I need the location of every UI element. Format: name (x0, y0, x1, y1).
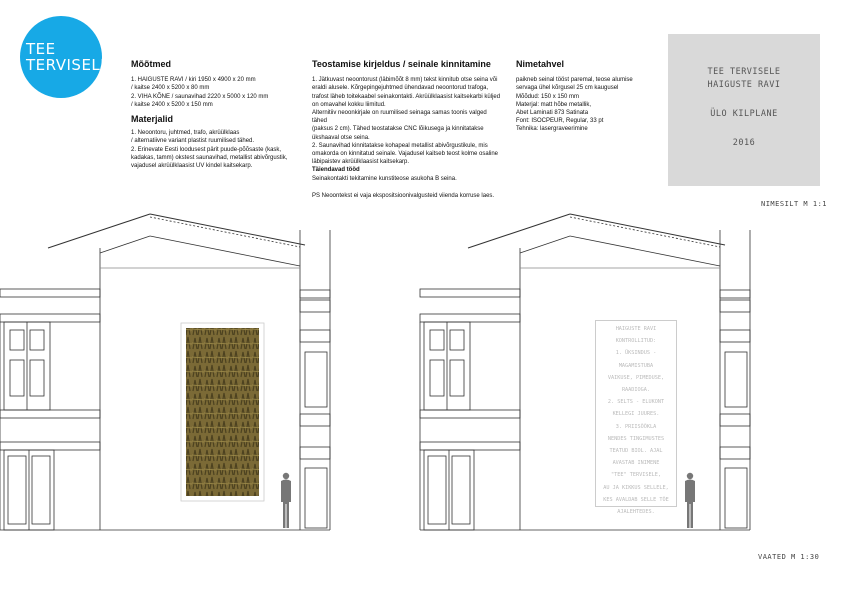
dims-line: / kaitse 2400 x 5200 x 150 mm (131, 101, 213, 108)
execution-line: ükshaaval otse seina. (312, 134, 370, 141)
title-line-1: TEE TERVISELE (707, 67, 781, 77)
materials-line: / alternatiivne variant plastist ruumilised tähed. (131, 138, 255, 145)
neon-line: VAIKUSE, PIMEDUSE, (607, 374, 665, 381)
extra-works-text: Seinakontakti tekitamine kunstiteose asukoha B seina. (312, 175, 457, 182)
neon-line: AU JA KIKKUS SELLELE, (603, 484, 669, 491)
execution-line: on omavahel kokku liimitud. (312, 101, 386, 108)
saunavihad-artwork (186, 328, 259, 496)
execution-line: omakorda on kinnitatud seinale. Vajadusel kaitseb teost kolme osaline (312, 151, 498, 158)
neon-line: TEATUD BIOL. AJAL (609, 448, 663, 455)
heading-materials: Materjalid (131, 114, 174, 125)
neon-text-artwork (595, 320, 677, 516)
dims-line: 1. HAIGUSTE RAVI / kiri 1950 x 4900 x 20 mm (131, 77, 256, 84)
scale-nameplate: NIMESILT M 1:1 (761, 200, 828, 208)
dims-line: / kaitse 2400 x 5200 x 80 mm (131, 85, 210, 92)
neon-line: 1. ÜKSINDUS - (615, 350, 657, 357)
execution-line: läbipaistev akrüülklaasist kaitsekarp. (312, 159, 410, 166)
nameplate-line: Tehnika: lasergraveerimine (516, 126, 588, 133)
materials-line: 1. Neoontoru, juhtmed, trafo, akrüülklaas (131, 130, 240, 137)
scale-views: VAATED M 1:30 (758, 553, 820, 561)
right-elevation (420, 214, 750, 530)
logo-line-1: TEE (26, 40, 56, 58)
nameplate-line: Font: ISOCPEUR, Regular, 33 pt (516, 118, 604, 125)
execution-line: 2. Saunavihad kinnitatakse kohapeal metallist abivõrgustikule, mis (312, 142, 488, 149)
title-line-2: HAIGUSTE RAVI (707, 80, 781, 90)
neon-line: AVASTAB INIMENE (612, 460, 660, 467)
left-elevation (0, 214, 330, 530)
heading-nameplate: Nimetahvel (516, 59, 565, 69)
person-silhouette-left (281, 473, 291, 528)
materials-line: vajadusel akrüülklaasist UV kindel kaitsekarp. (131, 163, 253, 170)
neon-line: KES AVALDAB SELLE TÕE (603, 496, 669, 503)
ps-note: PS Neoontekst ei vaja ekspositsioonivalgusteid viienda korruse laes. (312, 192, 495, 199)
neon-line: NENDES TINGIMUSTES (607, 435, 665, 442)
execution-line: Alternitiiv neoonkirjale on ruumilised seinaga samas toonis valged tähed (312, 110, 487, 125)
neon-line: RAADIOGA. (621, 387, 651, 394)
neon-line: MAGAMISTUBA (618, 362, 654, 369)
neon-line: KONTROLLITUD: (615, 338, 657, 345)
neon-line: "TEE" TERVISELE, (611, 472, 661, 479)
execution-line: trafost läheb toitekaabel seinakontakti. Akrüülklaasist kaitsekarbi küljed (312, 93, 501, 100)
heading-execution: Teostamise kirjeldus / seinale kinnitamine (312, 59, 491, 69)
title-year: 2016 (732, 138, 756, 148)
person-silhouette-right (685, 473, 695, 528)
materials-line: kadakas, tamm) okstest saunavihad, metallist abivõrgustik, (131, 154, 288, 161)
heading-dimensions: Mõõtmed (131, 59, 171, 69)
execution-line: 1. Jätkuvast neoontorust (läbimõõt 8 mm) tekst kinnitub otse seina või (312, 77, 498, 84)
title-author: ÜLO KILPLANE (710, 109, 778, 119)
neon-line: KELLEGI JUURES. (612, 411, 660, 418)
nameplate-line: Materjal: matt hõbe metallik, (516, 101, 592, 108)
neon-line: HAIGUSTE RAVI (615, 326, 657, 332)
execution-line: (paksus 2 cm). Tähed teostatakse CNC lõikusega ja kinnitatakse (312, 126, 484, 133)
nameplate-line: servaga ühel kõrgusel 25 cm kaugusel (516, 85, 619, 92)
dims-line: 2. VIHA KÕNE / saunavihad 2220 x 5000 x 120 mm (131, 93, 269, 100)
nameplate-line: paikneb seinal tööst paremal, teose alumise (516, 77, 633, 84)
execution-line: eraldi alusele. Kõrgepingejuhtmed ühendavad neoontorud trafoga, (312, 85, 489, 92)
neon-line: AJALEHTEDES. (617, 509, 655, 516)
neon-line: 3. PRIISÕÕKLA (615, 423, 657, 430)
materials-line: 2. Erinevate Eesti loodusest pärit puude-põõsaste (kask, (131, 146, 282, 153)
neon-line: 2. SELTS - ELUKONT (607, 399, 665, 406)
nameplate-line: Mõõdud: 150 x 150 mm (516, 93, 580, 100)
extra-works-heading: Täiendavad tööd (312, 167, 360, 174)
nameplate-line: Abet Laminati 873 Satinata (516, 110, 589, 117)
logo-line-2: TERVISELE (26, 56, 111, 74)
